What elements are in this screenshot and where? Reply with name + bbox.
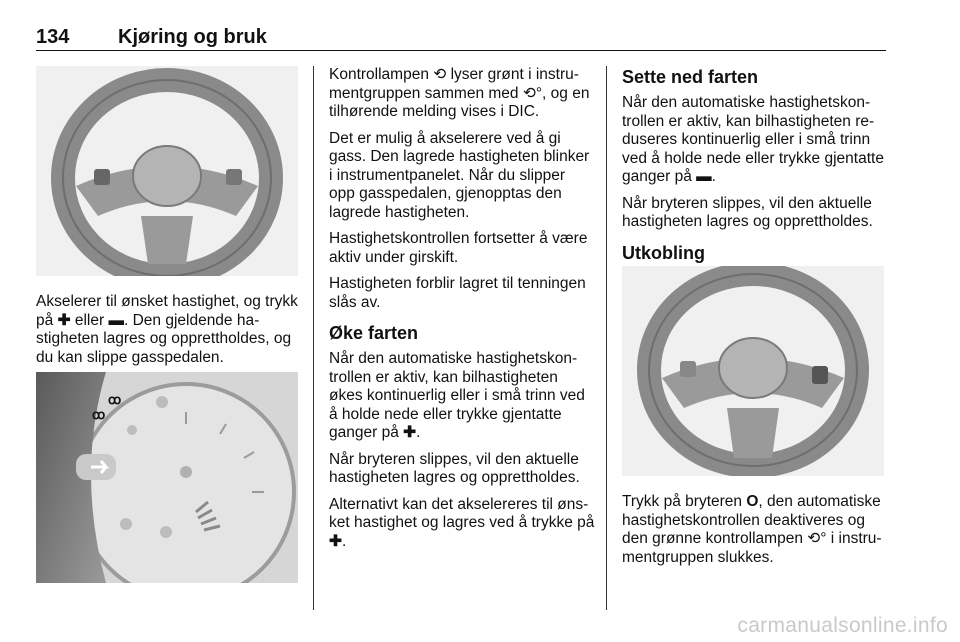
plus-icon: ✚ xyxy=(329,532,342,550)
paragraph: Når den automatiske hastighetskontrollen er aktiv, kan bilhastigheten reduseres kontinuerlig eller i små trinn ved å holde nede eller trykke gjentatte ganger på ▬. xyxy=(622,94,884,185)
cruise-control-set-icon: ⟲° xyxy=(522,84,543,102)
page-header xyxy=(36,22,886,51)
paragraph: Hastigheten forblir lagret til tenningen slås av. xyxy=(329,275,586,311)
paragraph: Når bryteren slippes, vil den aktuelle hastigheten lagres og opprettholdes. xyxy=(329,450,580,486)
cruise-control-icon: ꝏ xyxy=(92,407,106,422)
minus-icon: ▬ xyxy=(108,311,124,329)
section-heading: Sette ned farten xyxy=(622,67,759,87)
plus-icon: ✚ xyxy=(403,424,417,441)
paragraph: Det er mulig å akselerere ved å gi gass. Den lagrede hastigheten blinker i instrumentpanelet. Når du slipper opp gasspedalen, gjenopptas den lagrede hastigheten. xyxy=(329,129,590,221)
column-2-text xyxy=(329,66,595,559)
column-3-text xyxy=(622,66,888,270)
instrument-cluster-figure xyxy=(36,372,298,583)
watermark: carmanualsonline.info xyxy=(737,614,948,637)
column-divider xyxy=(313,66,314,610)
paragraph: Akselerer til ønsket hastighet, og trykk på ✚ eller ▬. Den gjeldende hastigheten lagres og opprettholdes, og du kan slippe gasspedalen. xyxy=(36,293,298,366)
cruise-control-icon: ⟲ xyxy=(433,66,447,83)
page-number: 134 xyxy=(36,26,70,48)
paragraph: Når bryteren slippes, vil den aktuelle hastigheten lagres og opprettholdes. xyxy=(622,194,873,230)
steering-wheel-figure xyxy=(622,266,884,476)
paragraph: Trykk på bryteren O, den automatiske hastighetskontrollen deaktiveres og den grønne kontrollampen ⟲° i instrumentgruppen slukkes. xyxy=(622,493,882,566)
plus-icon: ✚ xyxy=(57,311,71,329)
column-1-text xyxy=(36,293,300,375)
cruise-control-icon: ꝏ xyxy=(108,392,122,407)
column-3-bottom-text xyxy=(622,493,888,575)
section-heading: Øke farten xyxy=(329,323,419,343)
off-switch-icon: O xyxy=(746,493,759,510)
section-heading: Utkobling xyxy=(622,242,705,263)
steering-wheel-figure xyxy=(36,66,298,276)
paragraph: Alternativt kan det akselereres til ønsket hastighet og lagres ved å trykke på ✚. xyxy=(329,495,595,550)
section-title: Kjøring og bruk xyxy=(118,26,267,48)
paragraph: Hastighetskontrollen fortsetter å være aktiv under girskift. xyxy=(329,230,588,266)
paragraph: Når den automatiske hastighetskontrollen er aktiv, kan bilhastigheten økes kontinuerlig eller i små trinn ved å holde nede eller trykke gjentatte ganger på ✚. xyxy=(329,350,585,441)
cruise-control-set-icon: ⟲° xyxy=(807,530,827,547)
paragraph: Kontrollampen ⟲ lyser grønt i instrumentgruppen sammen med ⟲°, og en tilhørende melding vises i DIC. xyxy=(329,66,590,120)
column-divider xyxy=(606,66,607,610)
minus-icon: ▬ xyxy=(696,168,712,185)
